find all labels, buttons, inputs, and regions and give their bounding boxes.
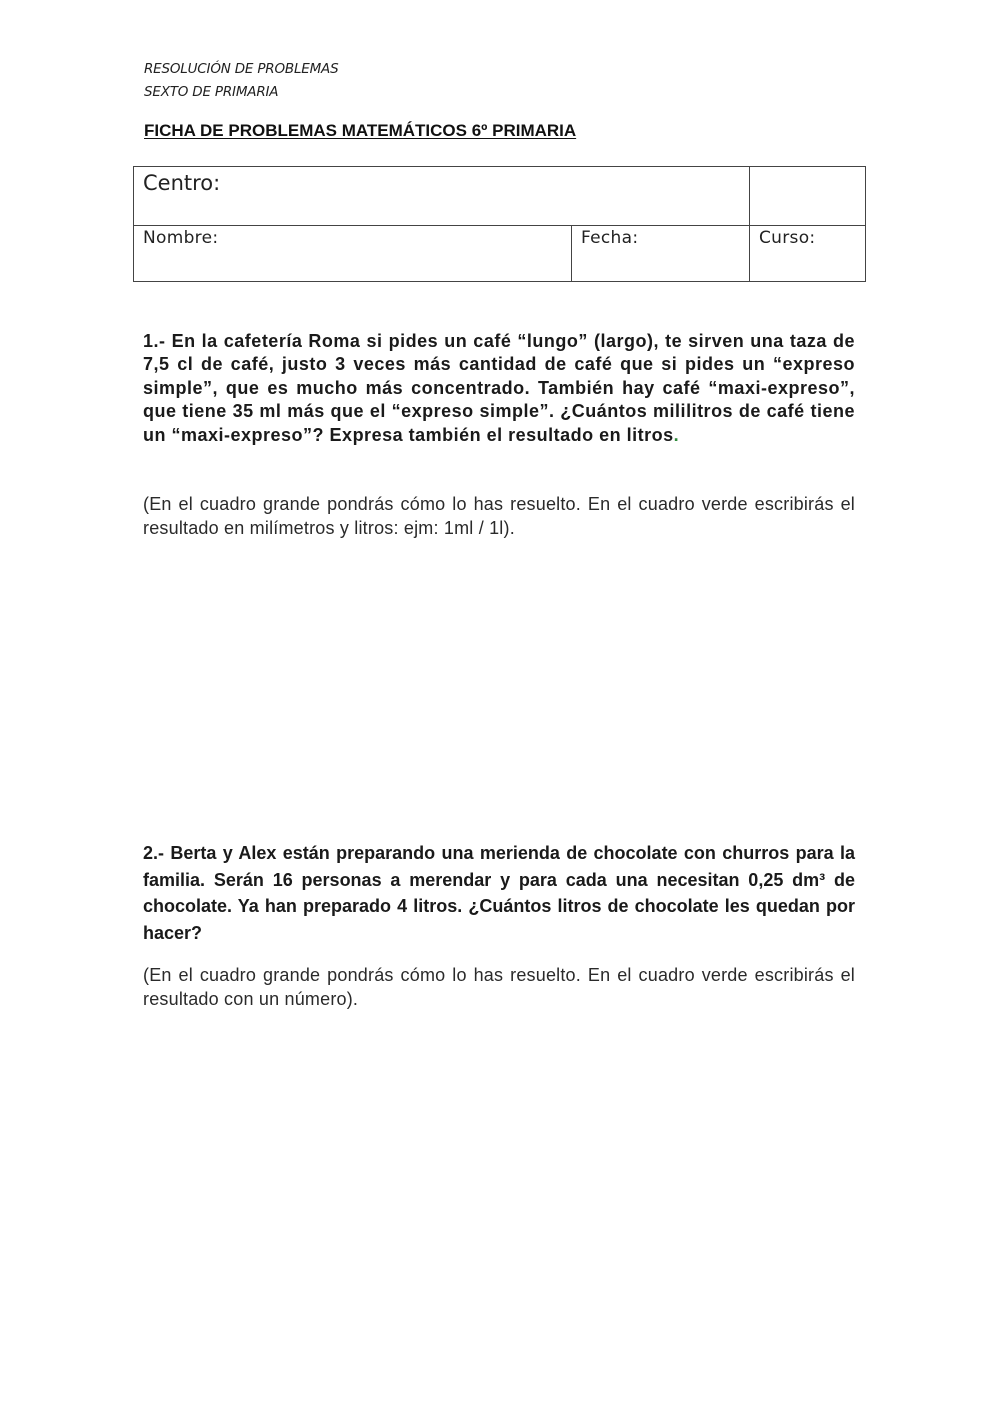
nombre-label: Nombre: <box>143 228 219 248</box>
curso-label: Curso: <box>759 228 816 248</box>
centro-field[interactable] <box>134 167 750 226</box>
nombre-field[interactable] <box>134 226 572 282</box>
centro-extra-field[interactable] <box>750 167 866 226</box>
problem-2-statement: 2.- Berta y Alex están preparando una merienda de chocolate con churros para la familia. Serán 16 personas a merendar y para cada una necesitan 0,25 dm³ de chocolate. Ya han preparado 4 litros. ¿Cuántos litros de chocolate les quedan por hacer? <box>143 843 855 943</box>
problem-1-instructions: (En el cuadro grande pondrás cómo lo has resuelto. En el cuadro verde escribirás el resultado en milímetros y litros: ejm: 1ml / 1l). <box>143 494 855 538</box>
curso-field[interactable] <box>750 226 866 282</box>
student-info-table <box>133 166 866 282</box>
fecha-field[interactable] <box>572 226 750 282</box>
page-title: FICHA DE PROBLEMAS MATEMÁTICOS 6º PRIMARIA <box>144 121 577 140</box>
centro-label: Centro: <box>143 171 221 195</box>
header-grade: SEXTO DE PRIMARIA <box>144 84 279 100</box>
problem-1-statement <box>143 330 855 447</box>
problem-2-instructions: (En el cuadro grande pondrás cómo lo has resuelto. En el cuadro verde escribirás el resultado con un número). <box>143 965 855 1009</box>
problem-1-text: 1.- En la cafetería Roma si pides un café “lungo” (largo), te sirven una taza de 7,5 cl de café, justo 3 veces más cantidad de café que si pides un “expreso simple”, que es mucho más concentrado. También hay café “maxi-expreso”, que tiene 35 ml más que el “expreso simple”. ¿Cuántos mililitros de café tiene un “maxi-expreso”? Expresa también el resultado en litros <box>143 331 855 445</box>
problem-1-end-mark: . <box>673 424 680 445</box>
fecha-label: Fecha: <box>581 228 639 248</box>
header-subject: RESOLUCIÓN DE PROBLEMAS <box>144 61 339 77</box>
